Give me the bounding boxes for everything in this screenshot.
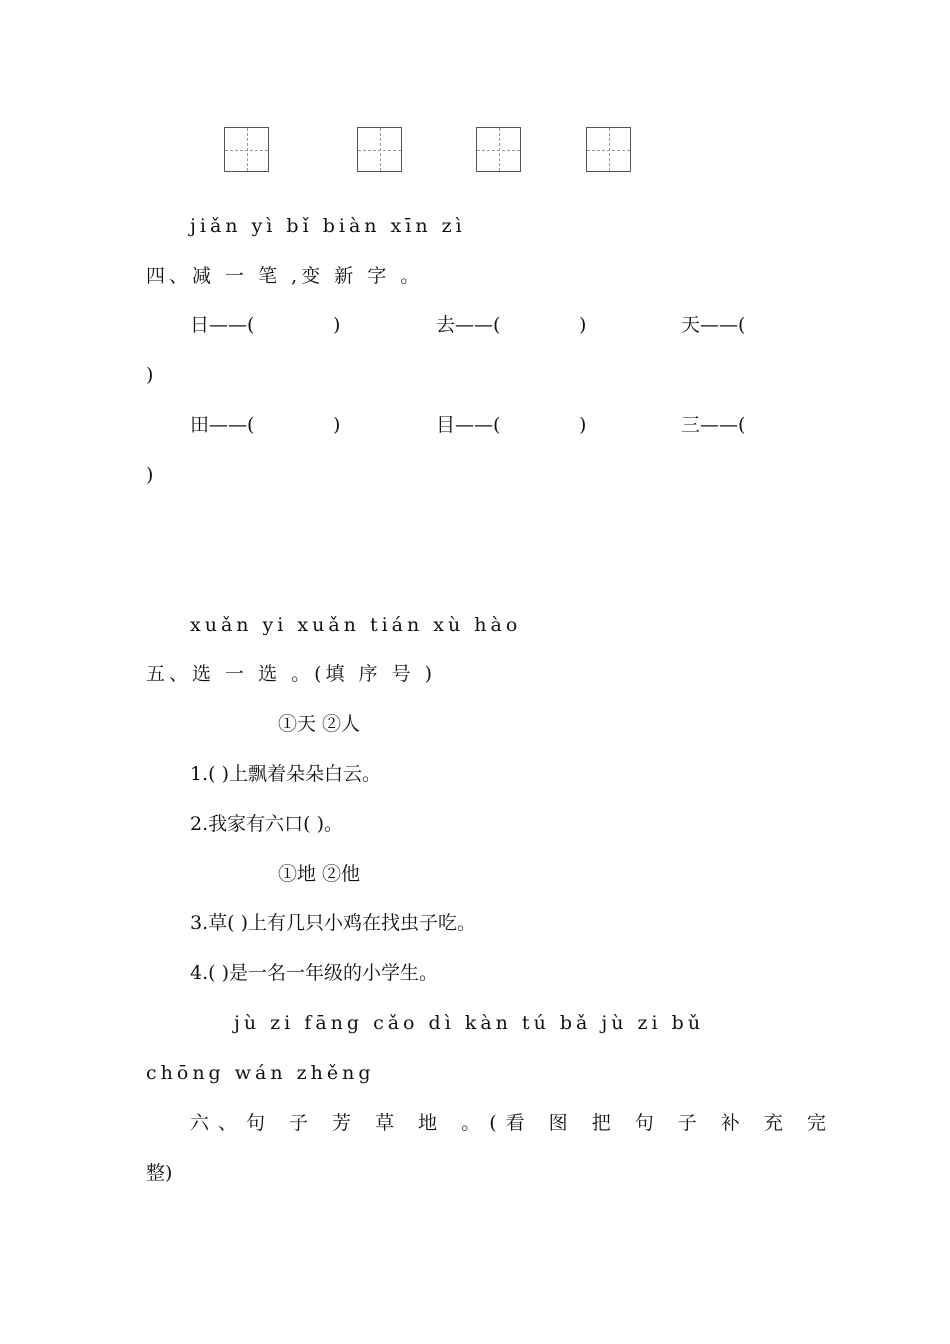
section5-question-3: 3.草( )上有几只小鸡在找虫子吃。 [190,912,476,934]
section6-title-line-1: 六、句 子 芳 草 地 。(看 图 把 句 子 补 充 完 [190,1112,835,1134]
writing-grid-box [586,127,631,172]
writing-grid-box [357,127,402,172]
section4-item-3-close: ) [146,364,154,386]
section4-item-6: 三——( [681,414,746,436]
section4-pinyin: jiǎn yì bǐ biàn xīn zì [190,215,466,237]
section4-item-5: 目——( [436,414,501,436]
section5-title: 五、选 一 选 。(填 序 号 ) [146,663,437,685]
section4-item-4: 田——( [190,414,255,436]
section6-pinyin-line-2: chōng wán zhěng [146,1062,375,1084]
section5-question-4: 4.( )是一名一年级的小学生。 [190,962,438,984]
section6-pinyin-line-1: jù zi fāng cǎo dì kàn tú bǎ jù zi bǔ [234,1012,705,1034]
section4-item-6-close: ) [146,464,154,486]
writing-grid-box [224,127,269,172]
section4-item-5-close: ) [579,414,587,436]
section4-item-2: 去——( [436,314,501,336]
section5-options-1: ①天 ②人 [278,713,361,735]
section4-item-2-close: ) [579,314,587,336]
section6-title-line-2: 整) [146,1162,173,1184]
section4-item-4-close: ) [333,414,341,436]
section5-question-1: 1.( )上飘着朵朵白云。 [190,763,381,785]
section4-item-1: 日——( [190,314,255,336]
section5-pinyin: xuǎn yi xuǎn tián xù hào [190,614,522,636]
section4-title: 四、减 一 笔 ,变 新 字 。 [146,265,424,287]
section5-options-2: ①地 ②他 [278,863,361,885]
section4-item-1-close: ) [333,314,341,336]
section5-question-2: 2.我家有六口( )。 [190,813,343,835]
section4-item-3: 天——( [681,314,746,336]
writing-grid-box [476,127,521,172]
